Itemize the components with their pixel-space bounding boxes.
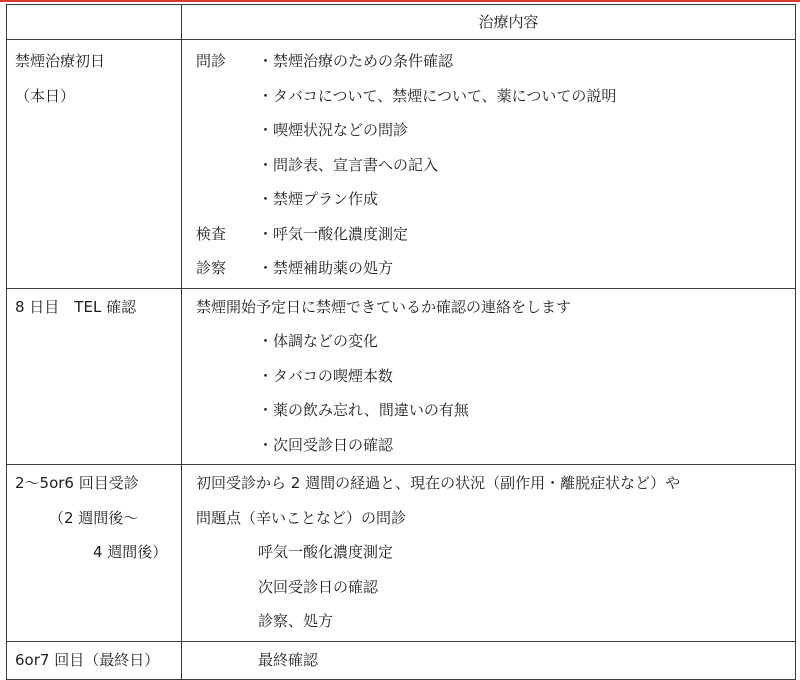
list-item: ・次回受診日の確認	[258, 435, 394, 454]
item-text: ・禁煙プラン作成	[258, 190, 379, 208]
treatment-cell	[182, 40, 796, 289]
item-text: ・問診表、宣言書への記入	[258, 155, 439, 174]
list-item: 最終確認	[258, 650, 319, 669]
schedule-sublabel: （2 週間後～	[49, 508, 139, 527]
item-text: ・禁煙治療のための条件確認	[258, 52, 454, 70]
table-row	[7, 288, 796, 465]
list-item: ・薬の飲み忘れ、間違いの有無	[258, 401, 469, 419]
list-item	[182, 79, 795, 114]
schedule-label: 禁煙治療初日	[15, 52, 106, 70]
row-intro-text: 禁煙開始予定日に禁煙できているか確認の連絡をします	[196, 297, 572, 316]
item-text: ・禁煙補助薬の処方	[258, 259, 394, 277]
list-item	[182, 251, 795, 286]
table-row	[7, 641, 796, 680]
list-item: 呼気一酸化濃度測定	[258, 543, 394, 561]
list-item	[182, 113, 795, 148]
header-cell-schedule	[7, 5, 182, 40]
table-row	[7, 465, 796, 642]
list-item: ・タバコの喫煙本数	[258, 366, 393, 385]
schedule-label: 8 日目 TEL 確認	[15, 297, 137, 316]
table-row	[7, 40, 796, 289]
item-text: ・喫煙状況などの問診	[258, 121, 409, 139]
item-category: 検査	[196, 224, 227, 243]
header-cell-treatment-content: 治療内容	[182, 5, 796, 40]
list-item: 次回受診日の確認	[258, 577, 379, 596]
schedule-cell	[7, 641, 182, 680]
row-intro-text: 初回受診から 2 週間の経過と、現在の状況（副作用・離脱症状など）や	[196, 474, 681, 492]
schedule-sublabel: （本日）	[15, 86, 76, 105]
schedule-sublabel: 4 週間後）	[93, 543, 168, 561]
schedule-label: 2～5or6 回目受診	[15, 474, 139, 492]
table-header-row	[7, 5, 796, 40]
treatment-cell	[182, 641, 796, 680]
treatment-cell	[182, 465, 796, 642]
top-red-rule	[0, 0, 800, 2]
item-category: 問診	[196, 52, 227, 70]
schedule-cell	[7, 40, 182, 289]
row-intro-text: 問題点（辛いことなど）の問診	[196, 508, 407, 527]
treatment-schedule-table	[6, 4, 796, 680]
list-item	[182, 217, 795, 252]
treatment-cell	[182, 288, 796, 465]
schedule-cell	[7, 465, 182, 642]
item-text: ・タバコについて、禁煙について、薬についての説明	[258, 86, 617, 105]
list-item: 診察、処方	[258, 612, 334, 630]
item-text: ・呼気一酸化濃度測定	[258, 224, 409, 243]
schedule-cell	[7, 288, 182, 465]
list-item	[182, 182, 795, 217]
item-category: 診察	[196, 259, 227, 277]
list-item	[182, 148, 795, 183]
schedule-label: 6or7 回目（最終日）	[15, 650, 160, 669]
list-item: ・体調などの変化	[258, 332, 379, 350]
list-item	[182, 44, 795, 79]
